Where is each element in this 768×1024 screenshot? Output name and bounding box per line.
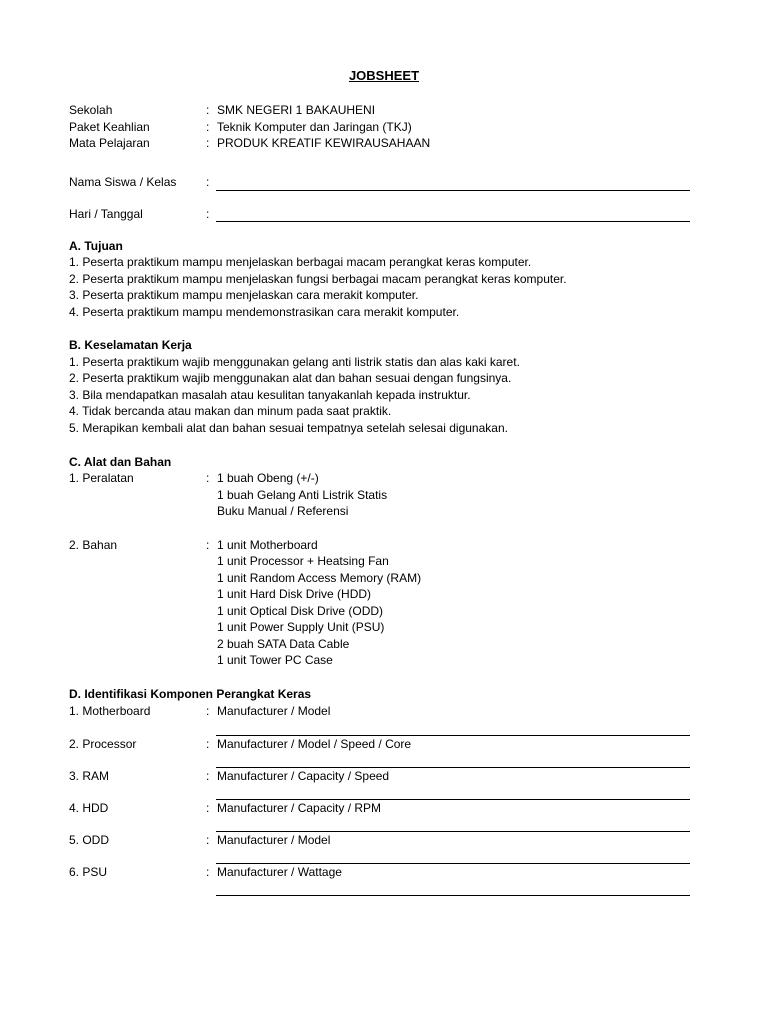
header-value: PRODUK KREATIF KEWIRAUSAHAAN <box>217 136 431 150</box>
colon: : <box>206 833 210 847</box>
section-b-item: 3. Bila mendapatkan masalah atau kesulitan tanyakanlah kepada instruktur. <box>69 388 471 402</box>
colon: : <box>206 737 210 751</box>
colon: : <box>206 471 210 485</box>
component-label: 3. RAM <box>69 769 110 783</box>
hari-tanggal-fill-line[interactable] <box>216 221 690 222</box>
peralatan-item: 1 buah Gelang Anti Listrik Statis <box>217 488 388 502</box>
section-a-item: 1. Peserta praktikum mampu menjelaskan berbagai macam perangkat keras komputer. <box>69 255 532 269</box>
colon: : <box>206 175 210 189</box>
header-label: Sekolah <box>69 103 113 117</box>
component-value: Manufacturer / Model / Speed / Core <box>217 737 412 751</box>
section-c-heading: C. Alat dan Bahan <box>69 455 172 469</box>
section-b-item: 4. Tidak bercanda atau makan dan minum pada saat praktik. <box>69 404 392 418</box>
document-title: JOBSHEET <box>348 68 420 83</box>
component-label: 2. Processor <box>69 737 137 751</box>
section-a-heading: A. Tujuan <box>69 239 123 253</box>
colon: : <box>206 704 210 718</box>
section-a-item: 4. Peserta praktikum mampu mendemonstrasikan cara merakit komputer. <box>69 305 460 319</box>
component-label: 6. PSU <box>69 865 108 879</box>
colon: : <box>206 538 210 552</box>
header-label: Paket Keahlian <box>69 120 150 134</box>
bahan-item: 1 unit Power Supply Unit (PSU) <box>217 620 385 634</box>
component-value: Manufacturer / Model <box>217 833 331 847</box>
bahan-item: 1 unit Motherboard <box>217 538 318 552</box>
header-value: SMK NEGERI 1 BAKAUHENI <box>217 103 376 117</box>
bahan-item: 1 unit Tower PC Case <box>217 653 333 667</box>
bahan-item: 2 buah SATA Data Cable <box>217 637 350 651</box>
component-label: 5. ODD <box>69 833 110 847</box>
field-label: Nama Siswa / Kelas <box>69 175 177 189</box>
section-d-heading: D. Identifikasi Komponen Perangkat Keras <box>69 687 312 701</box>
section-b-heading: B. Keselamatan Kerja <box>69 338 192 352</box>
component-value: Manufacturer / Capacity / RPM <box>217 801 382 815</box>
colon: : <box>206 801 210 815</box>
component-value: Manufacturer / Wattage <box>217 865 342 879</box>
colon: : <box>206 769 210 783</box>
section-a-item: 3. Peserta praktikum mampu menjelaskan cara merakit komputer. <box>69 288 419 302</box>
section-b-item: 5. Merapikan kembali alat dan bahan sesuai tempatnya setelah selesai digunakan. <box>69 421 508 435</box>
colon: : <box>206 865 210 879</box>
bahan-label: 2. Bahan <box>69 538 118 552</box>
colon: : <box>206 120 210 134</box>
section-b-item: 2. Peserta praktikum wajib menggunakan alat dan bahan sesuai dengan fungsinya. <box>69 371 512 385</box>
component-label: 1. Motherboard <box>69 704 151 718</box>
component-value: Manufacturer / Model <box>217 704 331 718</box>
colon: : <box>206 207 210 221</box>
component-value: Manufacturer / Capacity / Speed <box>217 769 390 783</box>
bahan-item: 1 unit Hard Disk Drive (HDD) <box>217 587 372 601</box>
component-label: 4. HDD <box>69 801 109 815</box>
colon: : <box>206 136 210 150</box>
nama-siswa-fill-line[interactable] <box>216 190 690 191</box>
field-label: Hari / Tanggal <box>69 207 143 221</box>
peralatan-label: 1. Peralatan <box>69 471 134 485</box>
peralatan-item: 1 buah Obeng (+/-) <box>217 471 319 485</box>
bahan-item: 1 unit Processor + Heatsing Fan <box>217 554 389 568</box>
psu-fill-line[interactable] <box>216 895 690 896</box>
bahan-item: 1 unit Optical Disk Drive (ODD) <box>217 604 384 618</box>
header-label: Mata Pelajaran <box>69 136 150 150</box>
bahan-item: 1 unit Random Access Memory (RAM) <box>217 571 422 585</box>
colon: : <box>206 103 210 117</box>
header-value: Teknik Komputer dan Jaringan (TKJ) <box>217 120 412 134</box>
section-a-item: 2. Peserta praktikum mampu menjelaskan fungsi berbagai macam perangkat keras komputer. <box>69 272 567 286</box>
peralatan-item: Buku Manual / Referensi <box>217 504 349 518</box>
section-b-item: 1. Peserta praktikum wajib menggunakan gelang anti listrik statis dan alas kaki karet. <box>69 355 520 369</box>
